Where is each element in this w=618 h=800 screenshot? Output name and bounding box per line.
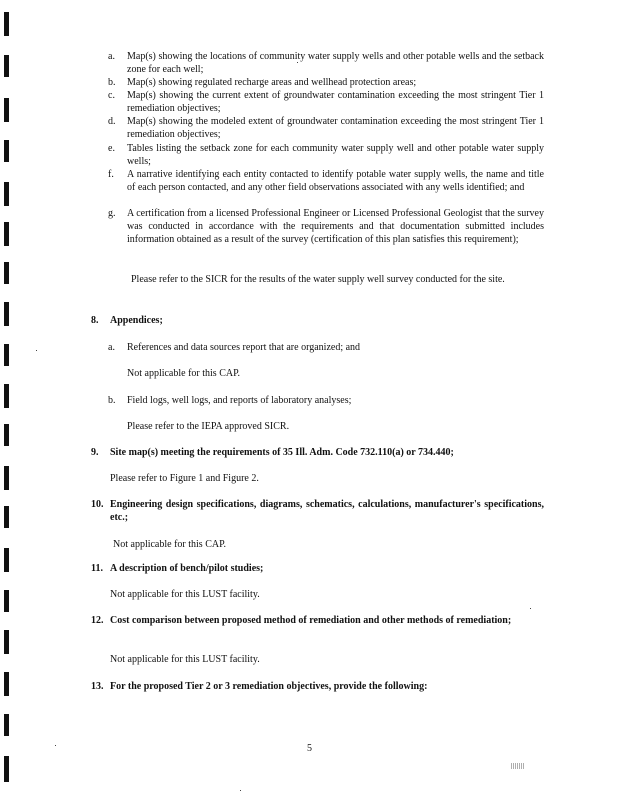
appendix-a-note: Not applicable for this CAP. (127, 368, 241, 379)
list-item-label: a. (108, 51, 115, 62)
scan-speck (240, 790, 241, 791)
list-item-text: Map(s) showing the current extent of groundwater contamination exceeding the most stringent Tier 1 remediation objectives; (127, 90, 544, 114)
page-number: 5 (307, 743, 312, 754)
list-item (108, 168, 544, 208)
section-12-response: Not applicable for this LUST facility. (110, 654, 260, 665)
list-item-label: e. (108, 143, 115, 154)
list-item-text: Map(s) showing the modeled extent of groundwater contamination exceeding the most stringent Tier 1 remediation objectives; (127, 116, 544, 140)
scan-speck (297, 62, 298, 63)
section-9-number: 9. (91, 447, 99, 458)
list-item-text: Map(s) showing the locations of community water supply wells and other potable wells and the setback zone for each well; (127, 51, 544, 75)
section-9-response: Please refer to Figure 1 and Figure 2. (110, 473, 259, 484)
section-10-response: Not applicable for this CAP. (113, 539, 227, 550)
appendix-a-label: a. (108, 342, 115, 353)
binding-marks (4, 0, 12, 800)
list-item-label: d. (108, 116, 116, 127)
section-11-response: Not applicable for this LUST facility. (110, 589, 260, 600)
section-11-number: 11. (91, 563, 103, 574)
list-item (108, 207, 544, 261)
list-item-text: Tables listing the setback zone for each community water supply well and other potable water supply wells; (127, 143, 544, 167)
section-12-heading: Cost comparison between proposed method of remediation and other methods of remediation; (110, 615, 512, 626)
section-10-heading: Engineering design specifications, diagrams, schematics, calculations, manufacturer's specifications, etc.; (110, 499, 544, 523)
section-11-heading: A description of bench/pilot studies; (110, 563, 264, 574)
section-12-number: 12. (91, 615, 104, 626)
appendix-b-note: Please refer to the IEPA approved SICR. (127, 421, 290, 432)
section-8-heading: Appendices; (110, 315, 163, 326)
list-item-label: c. (108, 90, 115, 101)
section-10-number: 10. (91, 499, 104, 510)
list-item (108, 76, 544, 90)
list-item (108, 142, 544, 170)
scan-stamp-mark (511, 763, 525, 769)
list-item (108, 89, 544, 117)
list-item-text: A narrative identifying each entity contacted to identify potable water supply wells, the name and title of each person contacted, and any other field observations associated with any wells identified; and (127, 169, 544, 193)
appendix-b-text: Field logs, well logs, and reports of laboratory analyses; (127, 395, 352, 406)
list-item-label: b. (108, 77, 116, 88)
scan-speck (530, 608, 531, 609)
section-9-heading: Site map(s) meeting the requirements of 35 Ill. Adm. Code 732.110(a) or 734.440; (110, 447, 454, 458)
section-13-heading: For the proposed Tier 2 or 3 remediation objectives, provide the following: (110, 681, 428, 692)
section-8-number: 8. (91, 315, 99, 326)
sicr-note: Please refer to the SICR for the results of the water supply well survey conducted for the site. (131, 274, 505, 285)
list-item-text: A certification from a licensed Professional Engineer or Licensed Professional Geologist that the survey was conducted in accordance with the requirements and that documentation submitted includes information obtained as a result of the survey (certification of this plan satisfies this requirement); (127, 208, 544, 245)
section-13-number: 13. (91, 681, 104, 692)
list-item-label: g. (108, 208, 116, 219)
list-item-text: Map(s) showing regulated recharge areas and wellhead protection areas; (127, 77, 417, 88)
list-item-label: f. (108, 169, 114, 180)
list-item (108, 50, 544, 78)
scan-speck (36, 350, 37, 351)
appendix-b-label: b. (108, 395, 116, 406)
appendix-a-text: References and data sources report that are organized; and (127, 342, 361, 353)
scan-speck (55, 745, 56, 746)
list-item (108, 115, 544, 143)
